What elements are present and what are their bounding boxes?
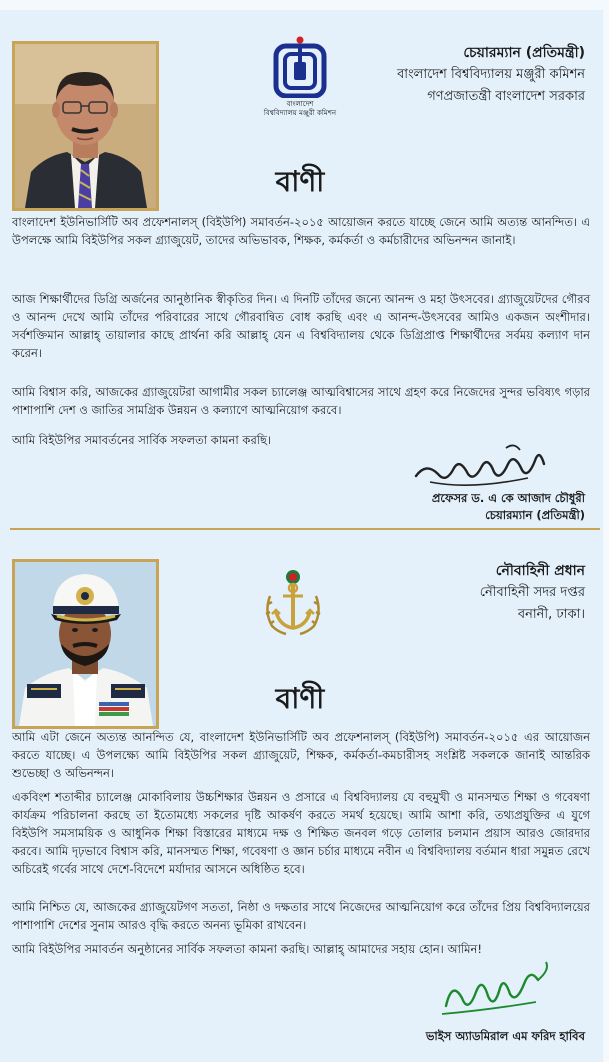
message2-title-block [365,560,585,626]
chairman-photo [12,41,159,211]
message1-signatory [325,490,585,524]
message1-paragraph-2: আজ শিক্ষার্থীদের ডিগ্রি অর্জনের আনুষ্ঠানিক স্বীকৃতির দিন। এ দিনটি তাঁদের জন্যে আনন্দ ও মহা উৎসবের। গ্র্যাজুয়েটদের গৌরব ও আনন্দ দেখে আমি তাঁদের পরিবারের সাথে গৌরবান্বিত বোধ করছি এবং এ আনন্দ-উৎসবের আমিও একজন অংশীদার। সর্বশক্তিমান আল্লাহ্ তায়ালার কাছে প্রার্থনা করি আল্লাহ্ যেন এ বিশ্ববিদ্যালয় থেকে ডিগ্রিপ্রাপ্ত শিক্ষার্থীদের সর্বময় কল্যাণ দান করেন। [12,292,590,360]
ugc-logo [270,36,330,96]
message2-paragraph-1: আমি এটা জেনে অত্যন্ত আনন্দিত যে, বাংলাদেশ ইউনিভার্সিটি অব প্রফেশনালস্ (বিইউপি) সমাবর্তন-২০১৫ এর আয়োজন করতে যাচ্ছে। এ উপলক্ষ্যে আমি বিইউপির সকল গ্র্যাজুয়েট, শিক্ষক, কর্মকর্তা-কমচারীসহ সংশ্লিষ্ট সকলকে জানাই আন্তরিক শুভেচ্ছা ও অভিনন্দন। [12,730,590,780]
message1-heading: বাণী [275,165,325,198]
message2-paragraph-2: একবিংশ শতাব্দীর চ্যালেঞ্জ মোকাবিলায় উচ্চশিক্ষার উন্নয়ন ও প্রসারে এ বিশ্ববিদ্যালয় যে বহুমুখী ও মানসম্মত শিক্ষা ও গবেষণা কার্যক্রম পরিচালনা করছে তা ইতোমধ্যে সকলের দৃষ্টি আকর্ষণ করতে সমর্থ হয়েছে। আমি আশা করি, তথ্যপ্রযুক্তির এ যুগে বিইউপি সমসাময়িক ও আধুনিক শিক্ষা বিস্তারের মাধ্যমে দক্ষ ও শিক্ষিত জনবল গড়ে তোলার চলমান প্রয়াস আরও জোরদার করবে। আমি দৃঢ়ভাবে বিশ্বাস করি, মানসম্মত শিক্ষা, গবেষণা ও জ্ঞান চর্চার মাধ্যমে নবীন এ বিশ্ববিদ্যালয় বর্তমান ধারা সমুন্নত রেখে অচিরেই গর্বের সাথে দেশে-বিদেশে মর্যাদার আসনে অধিষ্ঠিত হবে। [12,790,590,876]
message2-paragraph-4: আমি বিইউপির সমাবর্তন অনুষ্ঠানের সার্বিক সফলতা কামনা করছি। আল্লাহ্ আমাদের সহায় হোন। আমিন! [12,942,483,956]
message2-paragraph-3: আমি নিশ্চিত যে, আজকের গ্র্যাজুয়েটগণ সততা, নিষ্ঠা ও দক্ষতার সাথে নিজেদের আত্মনিয়োগ করে তাঁদের প্রিয় বিশ্ববিদ্যালয়ের পাশাপাশি দেশের সুনাম আরও বৃদ্ধি করতে অনন্য ভূমিকা রাখবেন। [12,900,590,932]
message1-signatory-name: প্রফেসর ড. এ কে আজাদ চৌধুরী [431,491,585,505]
logo-caption-line1: বাংলাদেশ [286,100,314,108]
logo-caption-line2: বিশ্ববিদ্যালয় মঞ্জুরী কমিশন [263,109,337,117]
message-page [0,10,603,1062]
navy-chief-photo [12,559,159,729]
logo-caption [245,100,355,118]
message1-title-government: গণপ্রজাতন্ত্রী বাংলাদেশ সরকার [427,89,585,104]
section-divider [10,528,600,530]
navy-emblem-icon [262,568,324,638]
right-band [603,0,609,1062]
message2-signatory-name: ভাইস অ্যাডমিরাল এম ফরিদ হাবিব [425,1029,585,1043]
message1-paragraph-1: বাংলাদেশ ইউনিভার্সিটি অব প্রফেশনালস্ (বিইউপি) সমাবর্তন-২০১৫ আয়োজন করতে যাচ্ছে জেনে আমি অত্যন্ত আনন্দিত। এ উপলক্ষে আমি বিইউপির সকল গ্র্যাজুয়েট, তাদের অভিভাবক, শিক্ষক, কর্মকর্তা ও কর্মচারীদের অভিনন্দন জানাই। [12,215,590,247]
message2-heading: বাণী [275,682,325,715]
message2-title-office: নৌবাহিনী সদর দপ্তর [479,585,585,600]
message1-paragraph-4: আমি বিইউপির সমাবর্তনের সার্বিক সফলতা কামনা করছি। [12,433,272,447]
message2-signatory [325,1028,585,1045]
message1-title-organization: বাংলাদেশ বিশ্ববিদ্যালয় মঞ্জুরী কমিশন [397,67,585,82]
message1-signatory-title: চেয়ারম্যান (প্রতিমন্ত্রী) [485,508,585,522]
top-band [0,0,609,10]
message1-title-designation: চেয়ারম্যান (প্রতিমন্ত্রী) [463,45,585,61]
message2-signature [438,958,558,1020]
message2-title-designation: নৌবাহিনী প্রধান [495,563,585,579]
message2-title-location: বনানী, ঢাকা। [517,607,585,622]
message1-signature [410,440,560,492]
message1-title-block [345,42,585,108]
message1-paragraph-3: আমি বিশ্বাস করি, আজকের গ্র্যাজুয়েটরা আগামীর সকল চ্যালেঞ্জ আত্মবিশ্বাসের সাথে গ্রহণ করে নিজেদের সুন্দর ভবিষ্যৎ গড়ার পাশাপাশি দেশ ও জাতির সামগ্রিক উন্নয়ন ও কল্যাণে আত্মনিয়োগ করবে। [12,385,590,417]
